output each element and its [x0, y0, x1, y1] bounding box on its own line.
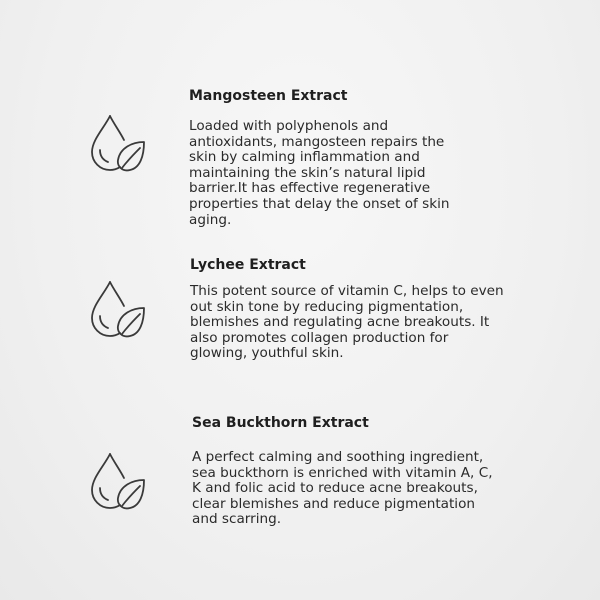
ingredient-description: This potent source of vitamin C, helps to even out skin tone by reducing pigmentation, blemishes and regulating acne breakouts. It also promotes collagen production for glowing, youthful skin.: [190, 283, 504, 362]
ingredient-description: Loaded with polyphenols and antioxidants, mangosteen repairs the skin by calming inflammation and maintaining the skin’s natural lipid barrier.It has effective regenerative properties that delay the onset of skin aging.: [189, 118, 450, 228]
ingredient-description: A perfect calming and soothing ingredient, sea buckthorn is enriched with vitamin A, C, K and folic acid to reduce acne breakouts, clear blemishes and reduce pigmentation and scarring.: [192, 449, 493, 528]
ingredient-title: Lychee Extract: [190, 257, 306, 273]
drop-leaf-icon: [86, 112, 150, 176]
ingredient-title: Sea Buckthorn Extract: [192, 415, 369, 431]
drop-leaf-icon: [86, 450, 150, 514]
drop-leaf-icon: [86, 278, 150, 342]
ingredient-title: Mangosteen Extract: [189, 88, 348, 104]
